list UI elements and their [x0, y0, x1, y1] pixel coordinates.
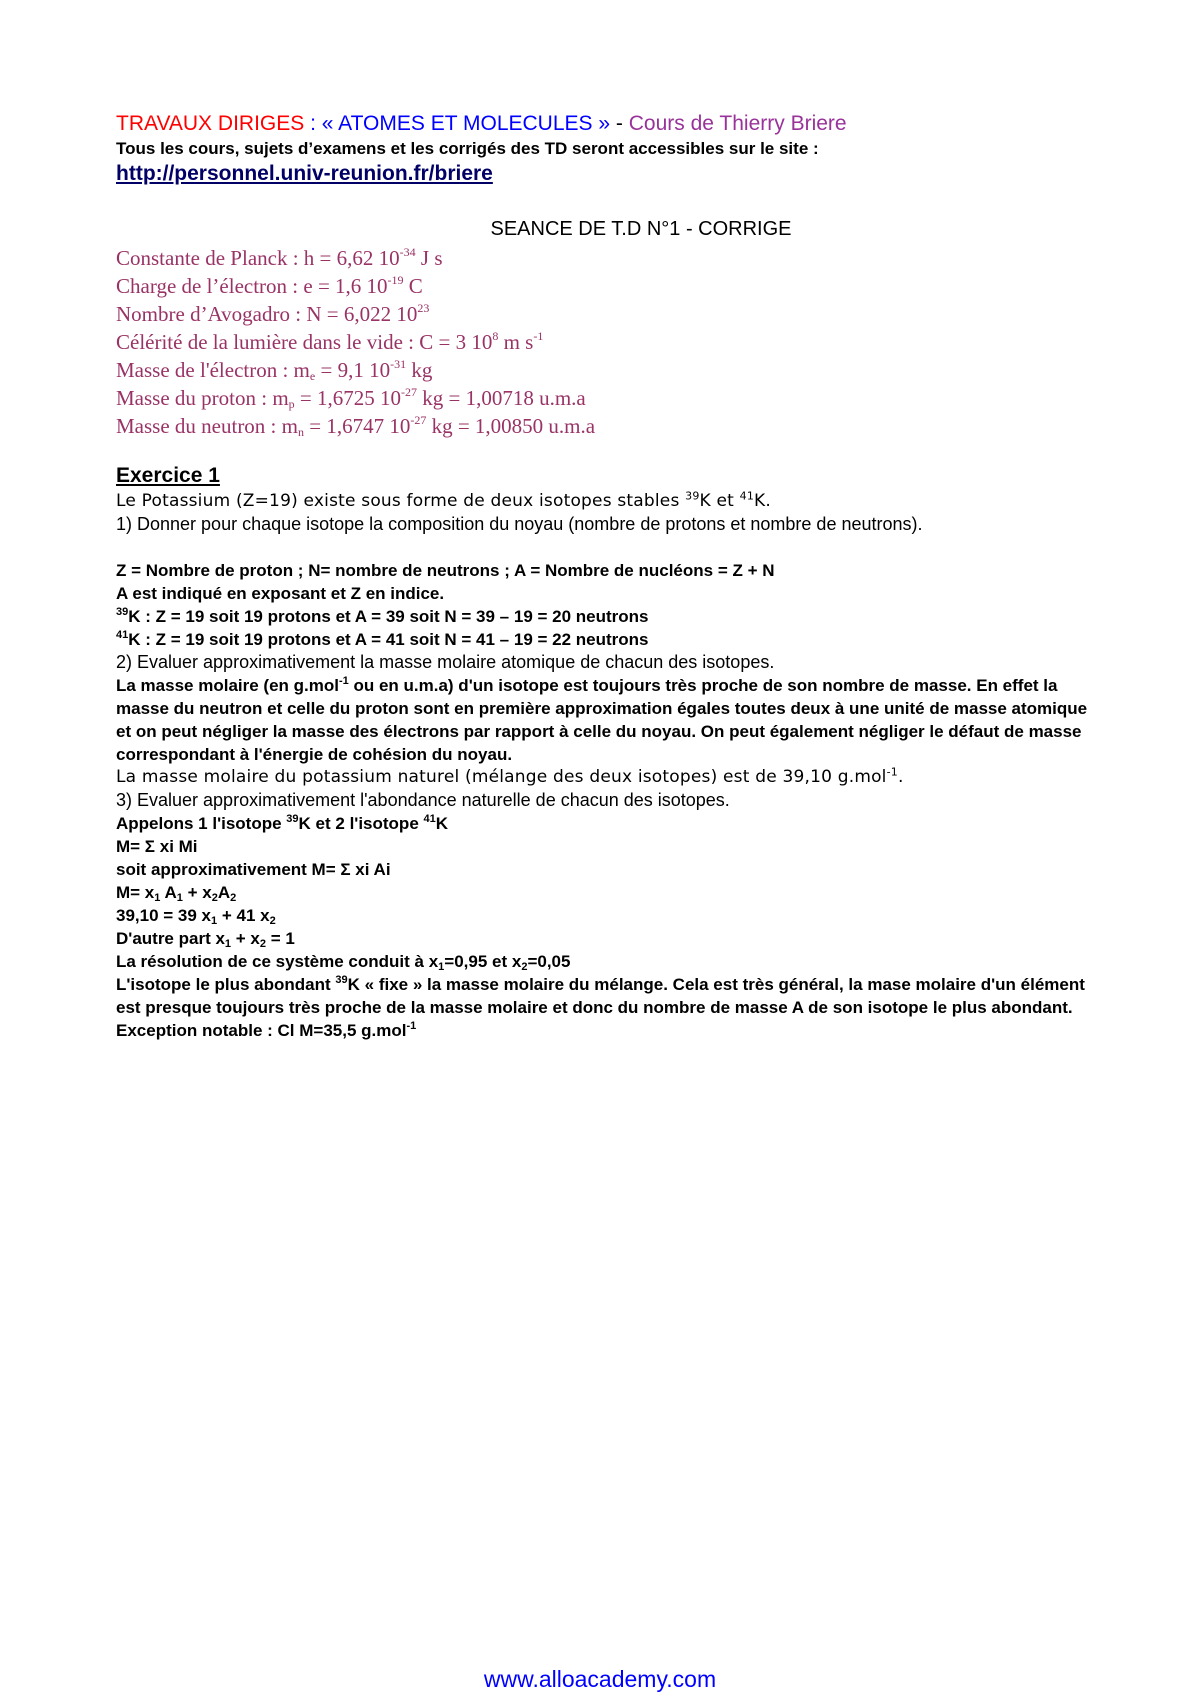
- answer-1-line-4: $^{41}$K : Z = 19 soit 19 protons et A = 41 soit N = 41 – 19 = 22 neutrons: [116, 629, 649, 649]
- header-title: [116, 110, 1096, 138]
- title-sep2: -: [610, 112, 629, 135]
- constants-list: [116, 244, 1096, 440]
- answer-3-line-8: L'isotope le plus abondant $^{39}$K « fixe » la masse molaire du mélange. Cela est très général, la mase molaire d'un élément est presque toujours très proche de la masse molaire et donc du nombre de masse A de son isotope le plus abondant.: [116, 974, 1085, 1017]
- answer-3-line-1: Appelons 1 l'isotope $^{39}$K et 2 l'isotope $^{41}$K: [116, 813, 449, 833]
- constant-avogadro: Nombre d’Avogadro : N = 6,022 $10^{23}$: [116, 301, 430, 326]
- note-molar-mass: La masse molaire du potassium naturel (mélange des deux isotopes) est de 39,10 g.mol$^{-1}$.: [116, 765, 904, 787]
- question-3: 3) Evaluer approximativement l'abondance naturelle de chacun des isotopes.: [116, 790, 730, 810]
- footer-url[interactable]: www.alloacademy.com: [483, 1666, 717, 1692]
- seance-title: SEANCE DE T.D N°1 - CORRIGE: [490, 218, 792, 240]
- answer-1-line-3: $^{39}$K : Z = 19 soit 19 protons et A = 39 soit N = 39 – 19 = 20 neutrons: [116, 606, 649, 626]
- answer-3-line-5: 39,10 = 39 $x_1 + 41$ $x_2$: [116, 906, 276, 927]
- constant-electron-mass: Masse de l'électron : $m_e = 9,1$ $10^{-31}$ kg: [116, 357, 433, 383]
- title-travaux: TRAVAUX DIRIGES: [116, 112, 305, 135]
- constant-charge: Charge de l’électron : e = 1,6 $10^{-19}$ C: [116, 273, 423, 298]
- answer-3-line-7: La résolution de ce système conduit à $x_1=0,95$ et $x_2=0,05$: [116, 952, 571, 973]
- answer-3-line-6: D'autre part $x_1 + x_2 = 1$: [116, 929, 295, 950]
- title-cours: Cours de Thierry Briere: [628, 112, 847, 135]
- answer-3-line-2: M= Σ xi Mi: [116, 837, 198, 856]
- title-sep1: :: [304, 112, 322, 135]
- constant-proton-mass: Masse du proton : $m_p = 1,6725$ $10^{-27}$ kg = 1,00718 u.m.a: [116, 385, 586, 411]
- answer-1-line-2: A est indiqué en exposant et Z en indice.: [116, 584, 445, 603]
- title-atomes: « ATOMES ET MOLECULES »: [321, 112, 611, 135]
- answer-3-line-9: Exception notable : Cl M=35,5 g.mol$^{-1}$: [116, 1020, 417, 1040]
- answer-1-line-1: Z = Nombre de proton ; N= nombre de neutrons ; A = Nombre de nucléons = Z + N: [116, 561, 775, 580]
- question-2: 2) Evaluer approximativement la masse molaire atomique de chacun des isotopes.: [116, 652, 775, 672]
- constant-planck: Constante de Planck : h = 6,62 $10^{-34}$ J s: [116, 245, 443, 270]
- answer-3-line-4: $M= x_1$ $A_1 + x_2A_2$: [116, 883, 237, 904]
- header-subtitle: Tous les cours, sujets d’examens et les corrigés des TD seront accessibles sur le site :: [116, 139, 819, 158]
- constant-celerite: Célérité de la lumière dans le vide : C = 3 $10^8$ m $s^{-1}$: [116, 329, 544, 354]
- exercise-intro: Le Potassium (Z=19) existe sous forme de deux isotopes stables $^{39}$K et $^{41}$K.: [116, 489, 771, 511]
- exercise-title: Exercice 1: [116, 464, 220, 487]
- question-1: 1) Donner pour chaque isotope la composition du noyau (nombre de protons et nombre de neutrons).: [116, 514, 923, 534]
- document-page: [116, 110, 1096, 1042]
- course-link[interactable]: http://personnel.univ-reunion.fr/briere: [116, 162, 493, 185]
- answer-3-line-3: soit approximativement M= Σ xi Ai: [116, 860, 391, 879]
- constant-neutron-mass: Masse du neutron : $m_n = 1,6747$ $10^{-27}$ kg = 1,00850 u.m.a: [116, 413, 596, 439]
- answer-2: La masse molaire (en g.mol$^{-1}$ ou en u.m.a) d'un isotope est toujours très proche de son nombre de masse. En effet la masse du neutron et celle du proton sont en première approximation égales toutes deux à une unité de masse atomique et on peut négliger la masse des électrons par rapport à celle du noyau. On peut également négliger le défaut de masse correspondant à l'énergie de cohésion du noyau.: [116, 675, 1088, 764]
